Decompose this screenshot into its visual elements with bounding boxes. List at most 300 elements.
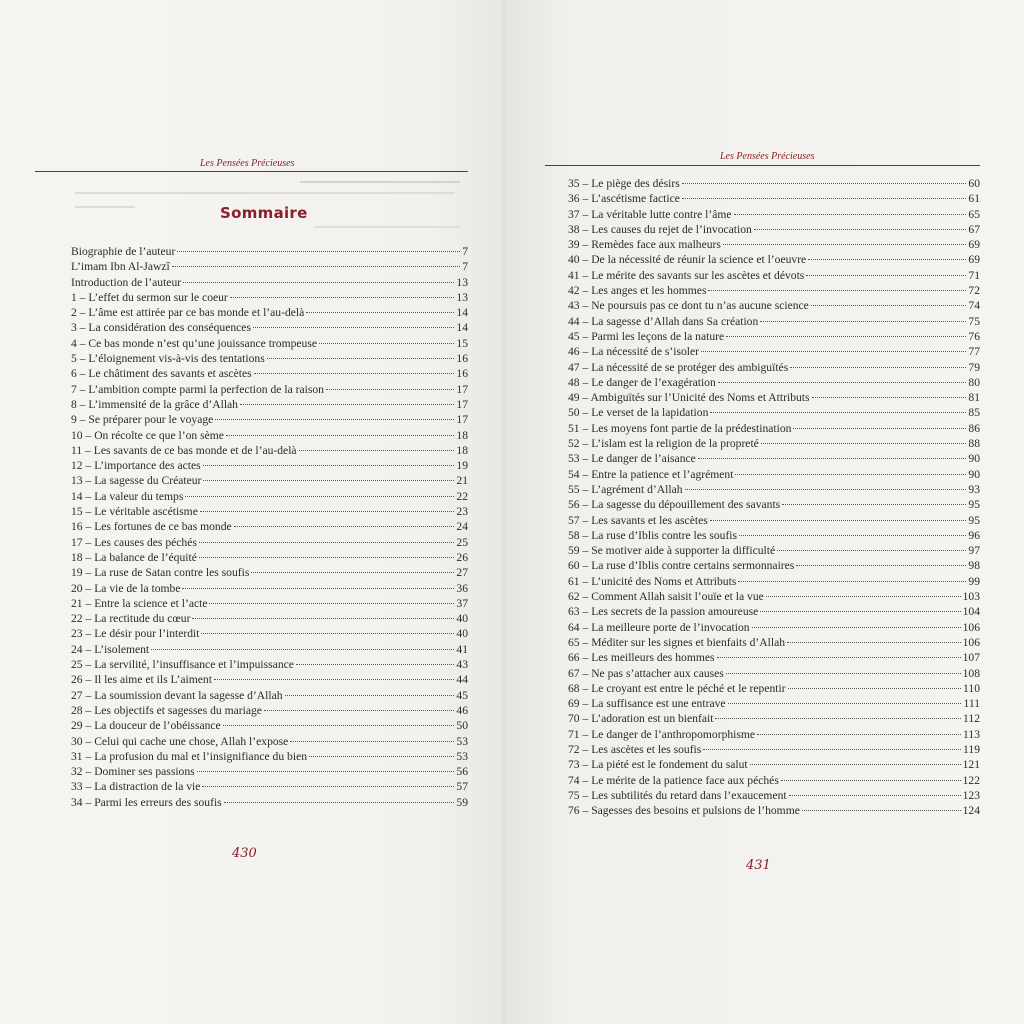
toc-entry — [71, 473, 468, 488]
toc-entry-page: 76 — [968, 329, 980, 343]
toc-entry — [71, 504, 468, 519]
toc-entry-title: 32 – Dominer ses passions — [71, 765, 195, 779]
toc-entry — [71, 795, 468, 810]
toc-entry-title: 45 – Parmi les leçons de la nature — [568, 329, 725, 343]
toc-leader-dots — [151, 649, 454, 650]
toc-leader-dots — [224, 802, 455, 803]
toc-leader-dots — [752, 627, 961, 628]
toc-entry-title: 27 – La soumission devant la sagesse d’Allah — [71, 688, 283, 702]
toc-entry — [568, 558, 980, 573]
show-through-bar — [75, 192, 455, 194]
toc-entry-page: 15 — [456, 336, 468, 350]
toc-entry-page: 119 — [963, 742, 980, 756]
toc-entry-title: 47 – La nécessité de se protéger des ambiguïtés — [568, 360, 789, 374]
toc-entry — [71, 749, 468, 764]
toc-entry-page: 16 — [456, 367, 468, 381]
toc-leader-dots — [267, 358, 455, 359]
right-running-header: Les Pensées Précieuses — [720, 151, 815, 162]
toc-entry-title: 71 – Le danger de l’anthropomorphisme — [568, 727, 756, 741]
toc-leader-dots — [199, 557, 455, 558]
toc-entry — [71, 397, 468, 412]
toc-entry-page: 111 — [963, 697, 980, 711]
toc-entry-title: 17 – Les causes des péchés — [71, 535, 197, 549]
toc-entry — [71, 351, 468, 366]
toc-entry-title: 49 – Ambiguïtés sur l’Unicité des Noms et Attributs — [568, 391, 810, 405]
toc-entry-title: 46 – La nécessité de s’isoler — [568, 345, 700, 359]
toc-leader-dots — [766, 596, 961, 597]
toc-leader-dots — [715, 718, 961, 719]
right-folio: 431 — [746, 858, 771, 873]
toc-entry-title: 14 – La valeur du temps — [71, 489, 184, 503]
toc-entry-page: 96 — [968, 528, 980, 542]
toc-entry-page: 71 — [968, 268, 980, 282]
toc-leader-dots — [726, 336, 966, 337]
toc-leader-dots — [682, 183, 967, 184]
toc-leader-dots — [209, 603, 454, 604]
toc-leader-dots — [701, 351, 966, 352]
toc-entry-page: 90 — [968, 467, 980, 481]
toc-entry-page: 19 — [456, 459, 468, 473]
toc-entry-title: 24 – L’isolement — [71, 642, 150, 656]
toc-entry — [568, 421, 980, 436]
toc-leader-dots — [203, 465, 455, 466]
toc-leader-dots — [717, 657, 961, 658]
toc-leader-dots — [777, 550, 966, 551]
toc-entry — [71, 734, 468, 749]
toc-entry-title: 56 – La sagesse du dépouillement des savants — [568, 498, 781, 512]
toc-entry-title: 60 – La ruse d’Iblis contre certains sermonnaires — [568, 559, 795, 573]
toc-entry-page: 37 — [456, 596, 468, 610]
toc-entry-title: 41 – Le mérite des savants sur les ascètes et dévots — [568, 268, 805, 282]
toc-entry-title: 69 – La suffisance est une entrave — [568, 697, 726, 711]
toc-entry-page: 85 — [968, 406, 980, 420]
toc-entry-title: 22 – La rectitude du cœur — [71, 612, 191, 626]
toc-entry — [568, 222, 980, 237]
toc-leader-dots — [183, 282, 454, 283]
toc-entry — [71, 611, 468, 626]
toc-entry — [568, 757, 980, 772]
toc-entry-title: 19 – La ruse de Satan contre les soufis — [71, 566, 250, 580]
toc-leader-dots — [290, 741, 454, 742]
toc-entry-title: 43 – Ne poursuis pas ce dont tu n’as aucune science — [568, 299, 809, 313]
toc-leader-dots — [177, 251, 460, 252]
toc-leader-dots — [735, 474, 966, 475]
toc-entry-title: 38 – Les causes du rejet de l’invocation — [568, 222, 752, 236]
toc-entry-title: 36 – L’ascétisme factice — [568, 192, 680, 206]
toc-entry — [71, 320, 468, 335]
toc-entry-page: 61 — [968, 192, 980, 206]
toc-leader-dots — [750, 764, 961, 765]
toc-entry-title: 40 – De la nécessité de réunir la science et l’oeuvre — [568, 253, 807, 267]
toc-entry-page: 108 — [962, 666, 980, 680]
toc-entry-title: 1 – L’effet du sermon sur le coeur — [71, 290, 228, 304]
toc-entry — [568, 268, 980, 283]
toc-entry — [568, 191, 980, 206]
toc-entry-page: 18 — [456, 443, 468, 457]
toc-entry-title: 26 – Il les aime et ils L’aiment — [71, 673, 212, 687]
toc-leader-dots — [226, 435, 454, 436]
toc-entry — [71, 336, 468, 351]
toc-leader-dots — [806, 275, 966, 276]
toc-entry-page: 122 — [962, 773, 980, 787]
toc-entry-title: 35 – Le piège des désirs — [568, 177, 680, 190]
toc-entry-page: 86 — [968, 421, 980, 435]
toc-entry — [568, 620, 980, 635]
toc-entry-title: 74 – Le mérite de la patience face aux péchés — [568, 773, 779, 787]
toc-entry — [568, 176, 980, 191]
toc-entry — [568, 283, 980, 298]
toc-entry-title: 13 – La sagesse du Créateur — [71, 474, 202, 488]
toc-entry — [568, 727, 980, 742]
toc-entry-title: 6 – Le châtiment des savants et ascètes — [71, 367, 252, 381]
toc-entry — [71, 489, 468, 504]
toc-entry-title: 8 – L’immensité de la grâce d’Allah — [71, 397, 238, 411]
toc-entry — [568, 635, 980, 650]
toc-leader-dots — [812, 397, 967, 398]
toc-entry-page: 103 — [962, 590, 980, 604]
toc-entry-title: 2 – L’âme est attirée par ce bas monde et l’au-delà — [71, 306, 305, 320]
toc-entry-page: 60 — [968, 177, 980, 190]
toc-entry-title: 59 – Se motiver aide à supporter la difficulté — [568, 544, 776, 558]
toc-entry-page: 124 — [962, 804, 980, 818]
toc-leader-dots — [254, 373, 455, 374]
toc-entry-title: 72 – Les ascètes et les soufis — [568, 742, 702, 756]
toc-entry-title: 68 – Le croyant est entre le péché et le repentir — [568, 681, 786, 695]
toc-leader-dots — [793, 428, 966, 429]
toc-leader-dots — [251, 572, 454, 573]
toc-entry-title: 34 – Parmi les erreurs des soufis — [71, 795, 222, 809]
right-header-rule — [545, 165, 980, 166]
toc-leader-dots — [703, 749, 961, 750]
toc-entry-page: 106 — [962, 620, 980, 634]
toc-entry-title: 58 – La ruse d’Iblis contre les soufis — [568, 528, 738, 542]
toc-entry — [568, 207, 980, 222]
toc-entry-page: 14 — [456, 321, 468, 335]
toc-entry — [568, 482, 980, 497]
toc-entry-title: 64 – La meilleure porte de l’invocation — [568, 620, 750, 634]
toc-leader-dots — [264, 710, 454, 711]
toc-entry-title: 7 – L’ambition compte parmi la perfection de la raison — [71, 382, 324, 396]
toc-entry — [71, 672, 468, 687]
toc-leader-dots — [234, 526, 455, 527]
toc-entry — [568, 298, 980, 313]
toc-entry-page: 69 — [968, 253, 980, 267]
toc-entry — [568, 497, 980, 512]
toc-entry-page: 99 — [968, 574, 980, 588]
toc-leader-dots — [788, 688, 961, 689]
toc-entry-title: 33 – La distraction de la vie — [71, 780, 201, 794]
toc-entry — [71, 657, 468, 672]
toc-entry-page: 72 — [968, 284, 980, 298]
toc-entry — [71, 519, 468, 534]
toc-entry — [568, 696, 980, 711]
toc-leader-dots — [811, 305, 967, 306]
toc-leader-dots — [201, 633, 454, 634]
toc-entry — [71, 581, 468, 596]
toc-entry-page: 14 — [456, 306, 468, 320]
toc-entry-page: 40 — [456, 627, 468, 641]
left-page — [0, 0, 505, 1024]
toc-entry — [568, 604, 980, 619]
toc-leader-dots — [718, 382, 967, 383]
toc-leader-dots — [761, 443, 967, 444]
toc-entry-title: 37 – La véritable lutte contre l’âme — [568, 207, 732, 221]
toc-leader-dots — [789, 795, 961, 796]
toc-entry-title: 31 – La profusion du mal et l’insignifiance du bien — [71, 749, 308, 763]
toc-leader-dots — [285, 695, 455, 696]
toc-leader-dots — [309, 756, 454, 757]
toc-leader-dots — [710, 520, 967, 521]
page-title: Sommaire — [220, 204, 308, 222]
toc-leader-dots — [781, 780, 961, 781]
toc-entry-title: 67 – Ne pas s’attacher aux causes — [568, 666, 724, 680]
toc-entry — [568, 681, 980, 696]
toc-entry — [71, 412, 468, 427]
toc-leader-dots — [223, 725, 455, 726]
toc-entry — [568, 543, 980, 558]
toc-entry-title: 52 – L’islam est la religion de la propreté — [568, 437, 759, 451]
toc-entry-page: 56 — [456, 765, 468, 779]
toc-entry-title: Introduction de l’auteur — [71, 275, 182, 289]
toc-entry-page: 7 — [462, 260, 468, 274]
toc-entry-page: 123 — [962, 788, 980, 802]
toc-entry-page: 98 — [968, 559, 980, 573]
toc-entry — [71, 688, 468, 703]
toc-entry-title: 4 – Ce bas monde n’est qu’une jouissance trompeuse — [71, 336, 317, 350]
toc-leader-dots — [685, 489, 967, 490]
toc-entry — [568, 666, 980, 681]
toc-entry-title: 53 – Le danger de l’aisance — [568, 452, 696, 466]
show-through-bar — [315, 226, 460, 228]
toc-entry-title: 39 – Remèdes face aux malheurs — [568, 238, 721, 252]
toc-entry — [71, 596, 468, 611]
toc-entry — [71, 642, 468, 657]
toc-leader-dots — [802, 810, 961, 811]
toc-entry-page: 90 — [968, 452, 980, 466]
toc-list-left — [71, 244, 468, 810]
toc-leader-dots — [230, 297, 455, 298]
toc-leader-dots — [808, 259, 966, 260]
toc-leader-dots — [214, 679, 454, 680]
toc-entry-page: 69 — [968, 238, 980, 252]
toc-leader-dots — [240, 404, 454, 405]
toc-entry-title: 62 – Comment Allah saisit l’ouïe et la vue — [568, 590, 764, 604]
toc-list-right — [568, 176, 980, 818]
toc-entry-title: 55 – L’agrément d’Allah — [568, 482, 683, 496]
toc-leader-dots — [253, 327, 454, 328]
toc-entry-title: 57 – Les savants et les ascètes — [568, 513, 708, 527]
toc-entry — [71, 290, 468, 305]
toc-entry-page: 77 — [968, 345, 980, 359]
toc-entry-title: 42 – Les anges et les hommes — [568, 284, 707, 298]
toc-leader-dots — [185, 496, 454, 497]
toc-entry — [71, 565, 468, 580]
toc-leader-dots — [734, 214, 967, 215]
toc-entry-page: 88 — [968, 437, 980, 451]
toc-entry-title: 54 – Entre la patience et l’agrément — [568, 467, 734, 481]
toc-entry-title: L’imam Ibn Al-Jawzî — [71, 260, 170, 274]
toc-entry — [71, 305, 468, 320]
toc-entry-page: 81 — [968, 391, 980, 405]
toc-entry-page: 97 — [968, 544, 980, 558]
toc-entry-page: 93 — [968, 482, 980, 496]
toc-entry-title: 61 – L’unicité des Noms et Attributs — [568, 574, 737, 588]
toc-entry-title: 65 – Méditer sur les signes et bienfaits d’Allah — [568, 635, 786, 649]
toc-entry-page: 27 — [456, 566, 468, 580]
toc-leader-dots — [202, 786, 454, 787]
toc-entry-page: 104 — [962, 605, 980, 619]
toc-entry-page: 22 — [456, 489, 468, 503]
toc-entry-page: 36 — [456, 581, 468, 595]
right-page — [505, 0, 1024, 1024]
toc-entry — [71, 443, 468, 458]
toc-leader-dots — [739, 535, 966, 536]
toc-leader-dots — [319, 343, 454, 344]
toc-entry-page: 7 — [462, 245, 468, 258]
toc-entry-title: 70 – L’adoration est un bienfait — [568, 712, 714, 726]
toc-entry-page: 44 — [456, 673, 468, 687]
toc-entry-page: 23 — [456, 505, 468, 519]
toc-entry-title: 63 – Les secrets de la passion amoureuse — [568, 605, 759, 619]
toc-entry — [568, 803, 980, 818]
toc-entry — [568, 405, 980, 420]
toc-entry — [71, 626, 468, 641]
toc-entry — [71, 428, 468, 443]
toc-entry — [71, 244, 468, 259]
toc-entry-page: 107 — [962, 651, 980, 665]
toc-entry — [568, 742, 980, 757]
toc-entry — [71, 458, 468, 473]
toc-entry-title: 11 – Les savants de ce bas monde et de l’au-delà — [71, 443, 297, 457]
toc-entry-title: 15 – Le véritable ascétisme — [71, 505, 198, 519]
toc-leader-dots — [757, 734, 961, 735]
left-running-header: Les Pensées Précieuses — [200, 158, 295, 169]
toc-entry — [568, 467, 980, 482]
toc-entry-title: 28 – Les objectifs et sagesses du mariage — [71, 703, 262, 717]
toc-entry-title: 16 – Les fortunes de ce bas monde — [71, 520, 232, 534]
toc-entry — [568, 252, 980, 267]
toc-entry-title: 21 – Entre la science et l’acte — [71, 596, 208, 610]
toc-entry-page: 13 — [456, 290, 468, 304]
toc-entry-title: 25 – La servilité, l’insuffisance et l’impuissance — [71, 658, 294, 672]
toc-entry-title: 23 – Le désir pour l’interdit — [71, 627, 200, 641]
toc-entry-page: 25 — [456, 535, 468, 549]
toc-entry — [71, 718, 468, 733]
toc-entry-page: 80 — [968, 375, 980, 389]
toc-entry-page: 16 — [456, 352, 468, 366]
toc-entry-page: 53 — [456, 749, 468, 763]
toc-entry-page: 40 — [456, 612, 468, 626]
toc-entry — [568, 375, 980, 390]
toc-entry-page: 121 — [962, 758, 980, 772]
toc-entry-page: 17 — [456, 413, 468, 427]
toc-leader-dots — [738, 581, 966, 582]
toc-leader-dots — [215, 419, 454, 420]
toc-entry — [71, 259, 468, 274]
toc-entry-page: 50 — [456, 719, 468, 733]
toc-leader-dots — [326, 389, 454, 390]
toc-entry-title: 29 – La douceur de l’obéissance — [71, 719, 221, 733]
toc-entry — [71, 275, 468, 290]
toc-entry — [568, 314, 980, 329]
toc-entry-page: 13 — [456, 275, 468, 289]
toc-entry — [568, 360, 980, 375]
toc-entry — [568, 451, 980, 466]
toc-leader-dots — [754, 229, 967, 230]
toc-leader-dots — [698, 458, 967, 459]
toc-entry-page: 95 — [968, 498, 980, 512]
toc-leader-dots — [790, 367, 966, 368]
toc-entry-page: 41 — [456, 642, 468, 656]
toc-entry-page: 75 — [968, 314, 980, 328]
toc-leader-dots — [796, 565, 966, 566]
toc-entry — [568, 711, 980, 726]
toc-leader-dots — [682, 198, 966, 199]
toc-entry-title: 5 – L’éloignement vis-à-vis des tentations — [71, 352, 265, 366]
toc-entry-page: 67 — [968, 222, 980, 236]
toc-entry-page: 45 — [456, 688, 468, 702]
toc-entry-page: 79 — [968, 360, 980, 374]
toc-leader-dots — [299, 450, 455, 451]
toc-entry-title: 9 – Se préparer pour le voyage — [71, 413, 214, 427]
toc-entry-title: Biographie de l’auteur — [71, 245, 176, 258]
toc-leader-dots — [182, 588, 454, 589]
toc-entry — [71, 764, 468, 779]
toc-entry-title: 3 – La considération des conséquences — [71, 321, 251, 335]
toc-entry-page: 24 — [456, 520, 468, 534]
toc-leader-dots — [728, 703, 962, 704]
toc-entry — [568, 773, 980, 788]
toc-entry-page: 95 — [968, 513, 980, 527]
toc-entry — [568, 390, 980, 405]
toc-entry — [71, 366, 468, 381]
toc-entry-title: 48 – Le danger de l’exagération — [568, 375, 716, 389]
toc-entry — [568, 344, 980, 359]
toc-leader-dots — [296, 664, 455, 665]
toc-leader-dots — [760, 321, 966, 322]
toc-leader-dots — [172, 266, 460, 267]
toc-entry-page: 21 — [456, 474, 468, 488]
toc-entry-title: 20 – La vie de la tombe — [71, 581, 181, 595]
toc-leader-dots — [787, 642, 961, 643]
toc-entry-title: 76 – Sagesses des besoins et pulsions de l’homme — [568, 804, 800, 818]
toc-leader-dots — [760, 611, 960, 612]
toc-leader-dots — [708, 290, 966, 291]
show-through-bar — [75, 206, 135, 208]
toc-entry-title: 18 – La balance de l’équité — [71, 550, 197, 564]
toc-leader-dots — [192, 618, 454, 619]
toc-entry-title: 51 – Les moyens font partie de la prédestination — [568, 421, 792, 435]
toc-leader-dots — [306, 312, 454, 313]
toc-entry — [568, 650, 980, 665]
toc-entry-title: 12 – L’importance des actes — [71, 459, 201, 473]
toc-leader-dots — [200, 511, 455, 512]
toc-entry — [71, 535, 468, 550]
toc-entry — [71, 779, 468, 794]
toc-entry-page: 17 — [456, 382, 468, 396]
toc-entry-page: 18 — [456, 428, 468, 442]
toc-leader-dots — [710, 412, 966, 413]
toc-entry-page: 46 — [456, 703, 468, 717]
toc-leader-dots — [203, 480, 454, 481]
toc-entry — [71, 703, 468, 718]
toc-entry — [568, 788, 980, 803]
toc-entry-title: 30 – Celui qui cache une chose, Allah l’expose — [71, 734, 289, 748]
toc-entry-page: 26 — [456, 550, 468, 564]
toc-leader-dots — [726, 673, 961, 674]
toc-entry — [71, 382, 468, 397]
toc-entry-page: 17 — [456, 397, 468, 411]
